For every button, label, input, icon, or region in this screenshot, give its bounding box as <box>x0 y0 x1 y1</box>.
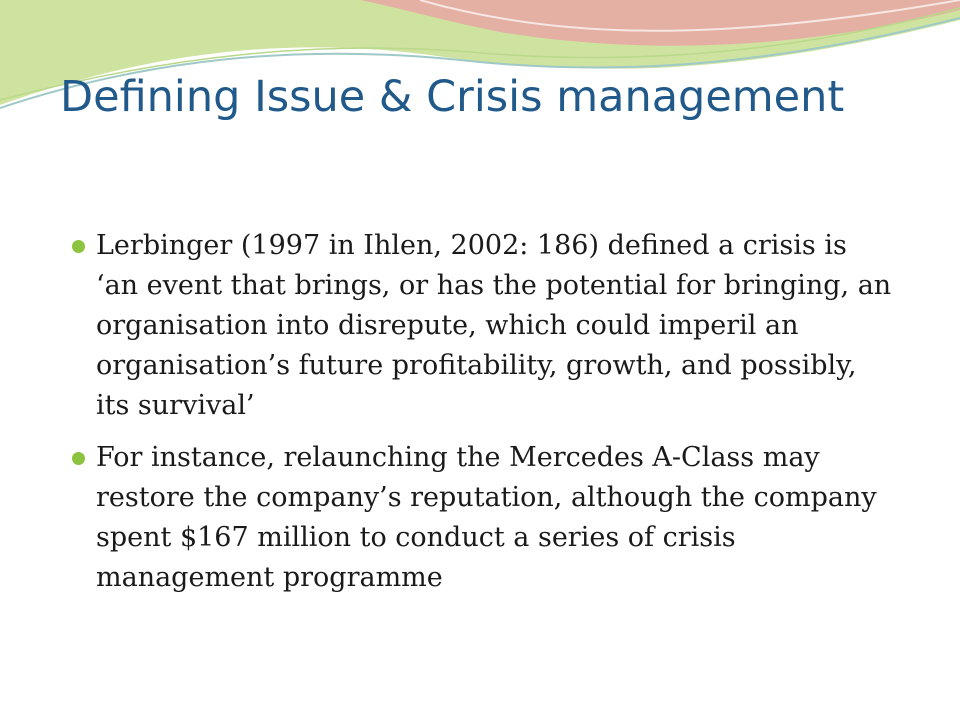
bullet-text: For instance, relaunching the Mercedes A-Class may restore the company’s reputation, although the company spent $167 million to conduct a series of crisis management programme <box>96 442 877 593</box>
bullet-list <box>72 226 892 610</box>
bullet-dot-icon <box>72 240 85 253</box>
bullet-dot-icon <box>72 452 85 465</box>
slide-title: Defining Issue & Crisis management <box>60 72 845 122</box>
bullet-item <box>72 226 892 426</box>
bullet-text: Lerbinger (1997 in Ihlen, 2002: 186) defined a crisis is ‘an event that brings, or has the potential for bringing, an organisation into disrepute, which could imperil an organisation’s future profitability, growth, and possibly, its survival’ <box>96 230 892 421</box>
bullet-item <box>72 438 892 598</box>
